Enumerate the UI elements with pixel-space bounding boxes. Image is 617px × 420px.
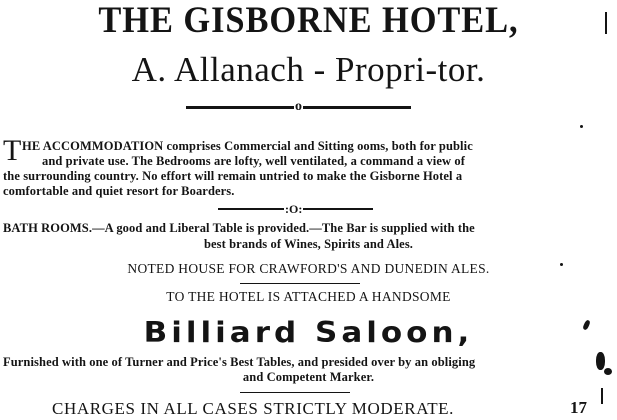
rule-bar — [240, 392, 350, 393]
rule-bar-left — [186, 106, 294, 109]
middle-ornamental-rule — [218, 203, 373, 215]
attached-line: TO THE HOTEL IS ATTACHED A HANDSOME — [166, 289, 451, 304]
rule-bar — [240, 283, 360, 284]
accommodation-line-2: and private use. The Bedrooms are lofty, well ventilated, a command a view of — [42, 154, 465, 168]
charges-footer: CHARGES IN ALL CASES STRICTLY MODERATE. — [52, 399, 455, 418]
accommodation-line-4: comfortable and quiet resort for Boarders. — [3, 184, 235, 198]
rule-ornament: :O: — [285, 202, 303, 216]
top-ornamental-rule — [186, 100, 411, 114]
bath-rooms-line-2: best brands of Wines, Spirits and Ales. — [203, 237, 414, 251]
noted-house-line: NOTED HOUSE FOR CRAWFORD'S AND DUNEDIN ALES. — [127, 261, 490, 276]
scan-mark — [605, 12, 607, 34]
accommodation-line-3: the surrounding country. No effort will remain untried to make the Gisborne Hotel a — [3, 169, 463, 183]
ink-blot — [604, 368, 612, 375]
accommodation-line-1: HE ACCOMMODATION comprises Commercial and Sitting ooms, both for public — [22, 139, 473, 153]
rule-ornament: o — [295, 99, 302, 114]
short-rule — [240, 283, 360, 284]
ink-speck — [560, 263, 563, 266]
page-number: 17 — [570, 398, 587, 417]
bath-rooms-line-1: BATH ROOMS.—A good and Liberal Table is provided.—The Bar is supplied with the — [3, 221, 475, 235]
rule-bar-left — [218, 208, 284, 210]
ink-speck — [580, 125, 583, 128]
scan-mark — [601, 388, 603, 404]
rule-bar-right — [303, 208, 373, 210]
proprietor-line: A. Allanach - Propri-tor. — [131, 50, 486, 89]
rule-bar-right — [303, 106, 411, 109]
furnished-line-1: Furnished with one of Turner and Price's Best Tables, and presided over by an obliging — [3, 355, 476, 369]
ink-blot — [596, 352, 605, 370]
drop-cap-letter: T — [3, 134, 22, 167]
bottom-short-rule — [240, 392, 350, 393]
hotel-name-heading: THE GISBORNE HOTEL, — [98, 0, 519, 41]
furnished-line-2: and Competent Marker. — [242, 370, 375, 384]
billiard-saloon-heading: Billiard Saloon, — [143, 316, 474, 350]
